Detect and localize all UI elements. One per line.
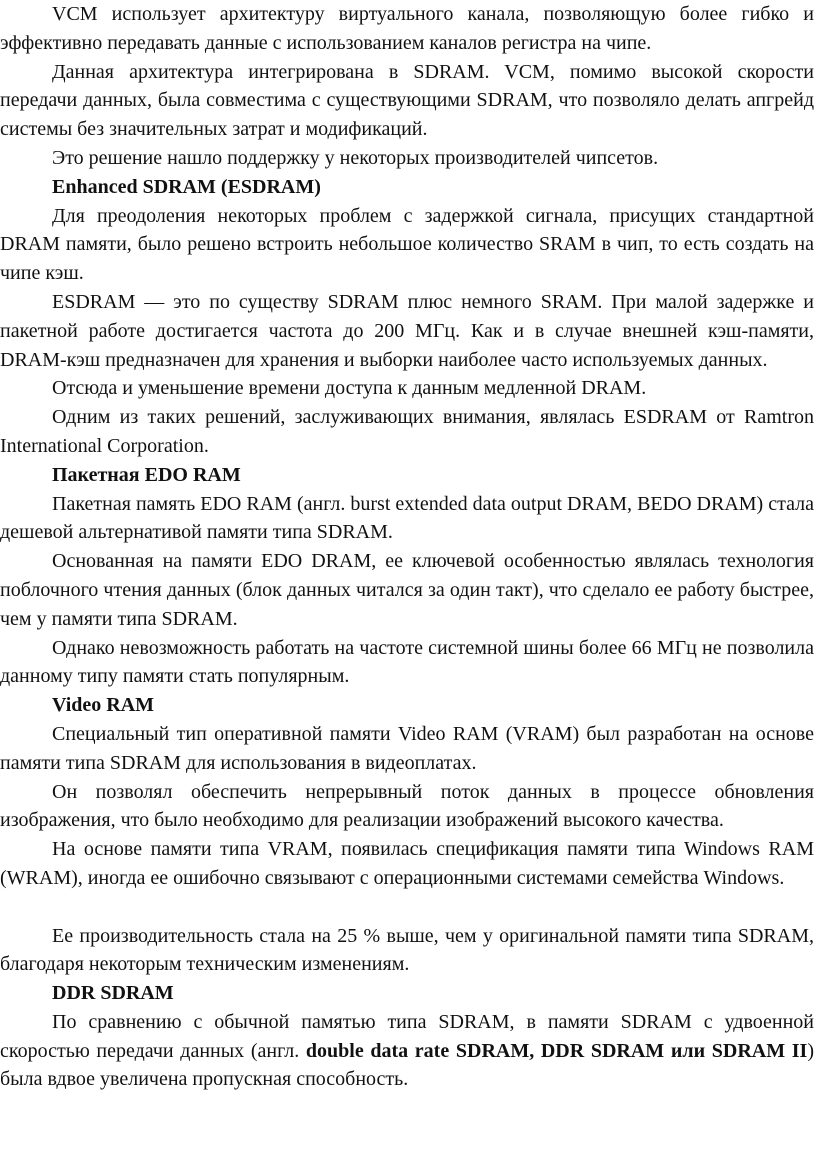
- paragraph-vram-stream: Он позволял обеспечить непрерывный поток данных в процессе обновления изображения, что было необходимо для реализации изображений высокого качества.: [0, 780, 814, 832]
- heading-video-ram: Video RAM: [52, 694, 155, 717]
- paragraph-esdram-definition: ESDRAM — это по существу SDRAM плюс немного SRAM. При малой задержке и пакетной работе достигается частота до 200 МГц. Как и в случае внешней кэш-памяти, DRAM-кэш предназначен для хранения и выборки наиболее часто используемых данных.: [0, 290, 814, 371]
- paragraph-vcm-architecture: VCM использует архитектуру виртуального канала, позволяющую более гибко и эффективно передавать данные с использованием каналов регистра на чипе.: [0, 3, 814, 54]
- paragraph-ddr-intro: [0, 1008, 814, 1094]
- blank-line: [0, 893, 814, 922]
- ddr-intro-bold-term: double data rate SDRAM, DDR SDRAM или SDRAM II: [305, 1039, 808, 1062]
- paragraph-chipset-support: Это решение нашло поддержку у некоторых производителей чипсетов.: [52, 146, 659, 169]
- paragraph-wram-performance: Ее производительность стала на 25 % выше, чем у оригинальной памяти типа SDRAM, благодаря некоторым техническим изменениям.: [0, 924, 814, 976]
- paragraph-vram-intro: Специальный тип оперативной памяти Video RAM (VRAM) был разработан на основе памяти типа SDRAM для использования в видеоплатах.: [0, 722, 814, 774]
- heading-esdram: Enhanced SDRAM (ESDRAM): [52, 175, 321, 198]
- paragraph-bedo-limit: Однако невозможность работать на частоте системной шины более 66 МГц не позволила данному типу памяти стать популярным.: [0, 636, 814, 688]
- paragraph-esdram-intro: Для преодоления некоторых проблем с задержкой сигнала, присущих стандартной DRAM памяти, было решено встроить небольшое количество SRAM в чип, то есть создать на чипе кэш.: [0, 204, 814, 285]
- paragraph-bedo-intro: Пакетная память EDO RAM (англ. burst extended data output DRAM, BEDO DRAM) стала дешевой альтернативой памяти типа SDRAM.: [0, 492, 814, 544]
- heading-bedo-ram: Пакетная EDO RAM: [52, 463, 241, 486]
- ddr-intro-text-after: ) была вдвое увеличена пропускная способность.: [0, 1039, 814, 1091]
- paragraph-bedo-feature: Основанная на памяти EDO DRAM, ее ключевой особенностью являлась технология поблочного чтения данных (блок данных читался за один такт), что сделало ее работу быстрее, чем у памяти типа SDRAM.: [0, 550, 814, 630]
- heading-ddr-sdram: DDR SDRAM: [52, 982, 174, 1005]
- paragraph-vcm-sdram: Данная архитектура интегрирована в SDRAM. VCM, помимо высокой скорости передачи данных, была совместима с существующими SDRAM, что позволяло делать апгрейд системы без значительных затрат и модификаций.: [0, 60, 814, 141]
- paragraph-ramtron: Одним из таких решений, заслуживающих внимания, являлась ESDRAM от Ramtron International Corporation.: [0, 406, 814, 457]
- paragraph-access-time: Отсюда и уменьшение времени доступа к данным медленной DRAM.: [52, 377, 647, 400]
- ddr-intro-text-before: По сравнению с обычной памятью типа SDRAM, в памяти SDRAM с удвоенной скоростью передачи данных (англ.: [0, 1010, 814, 1062]
- paragraph-wram: На основе памяти типа VRAM, появилась спецификация памяти типа Windows RAM (WRAM), иногда ее ошибочно связывают с операционными системами семейства Windows.: [0, 838, 814, 889]
